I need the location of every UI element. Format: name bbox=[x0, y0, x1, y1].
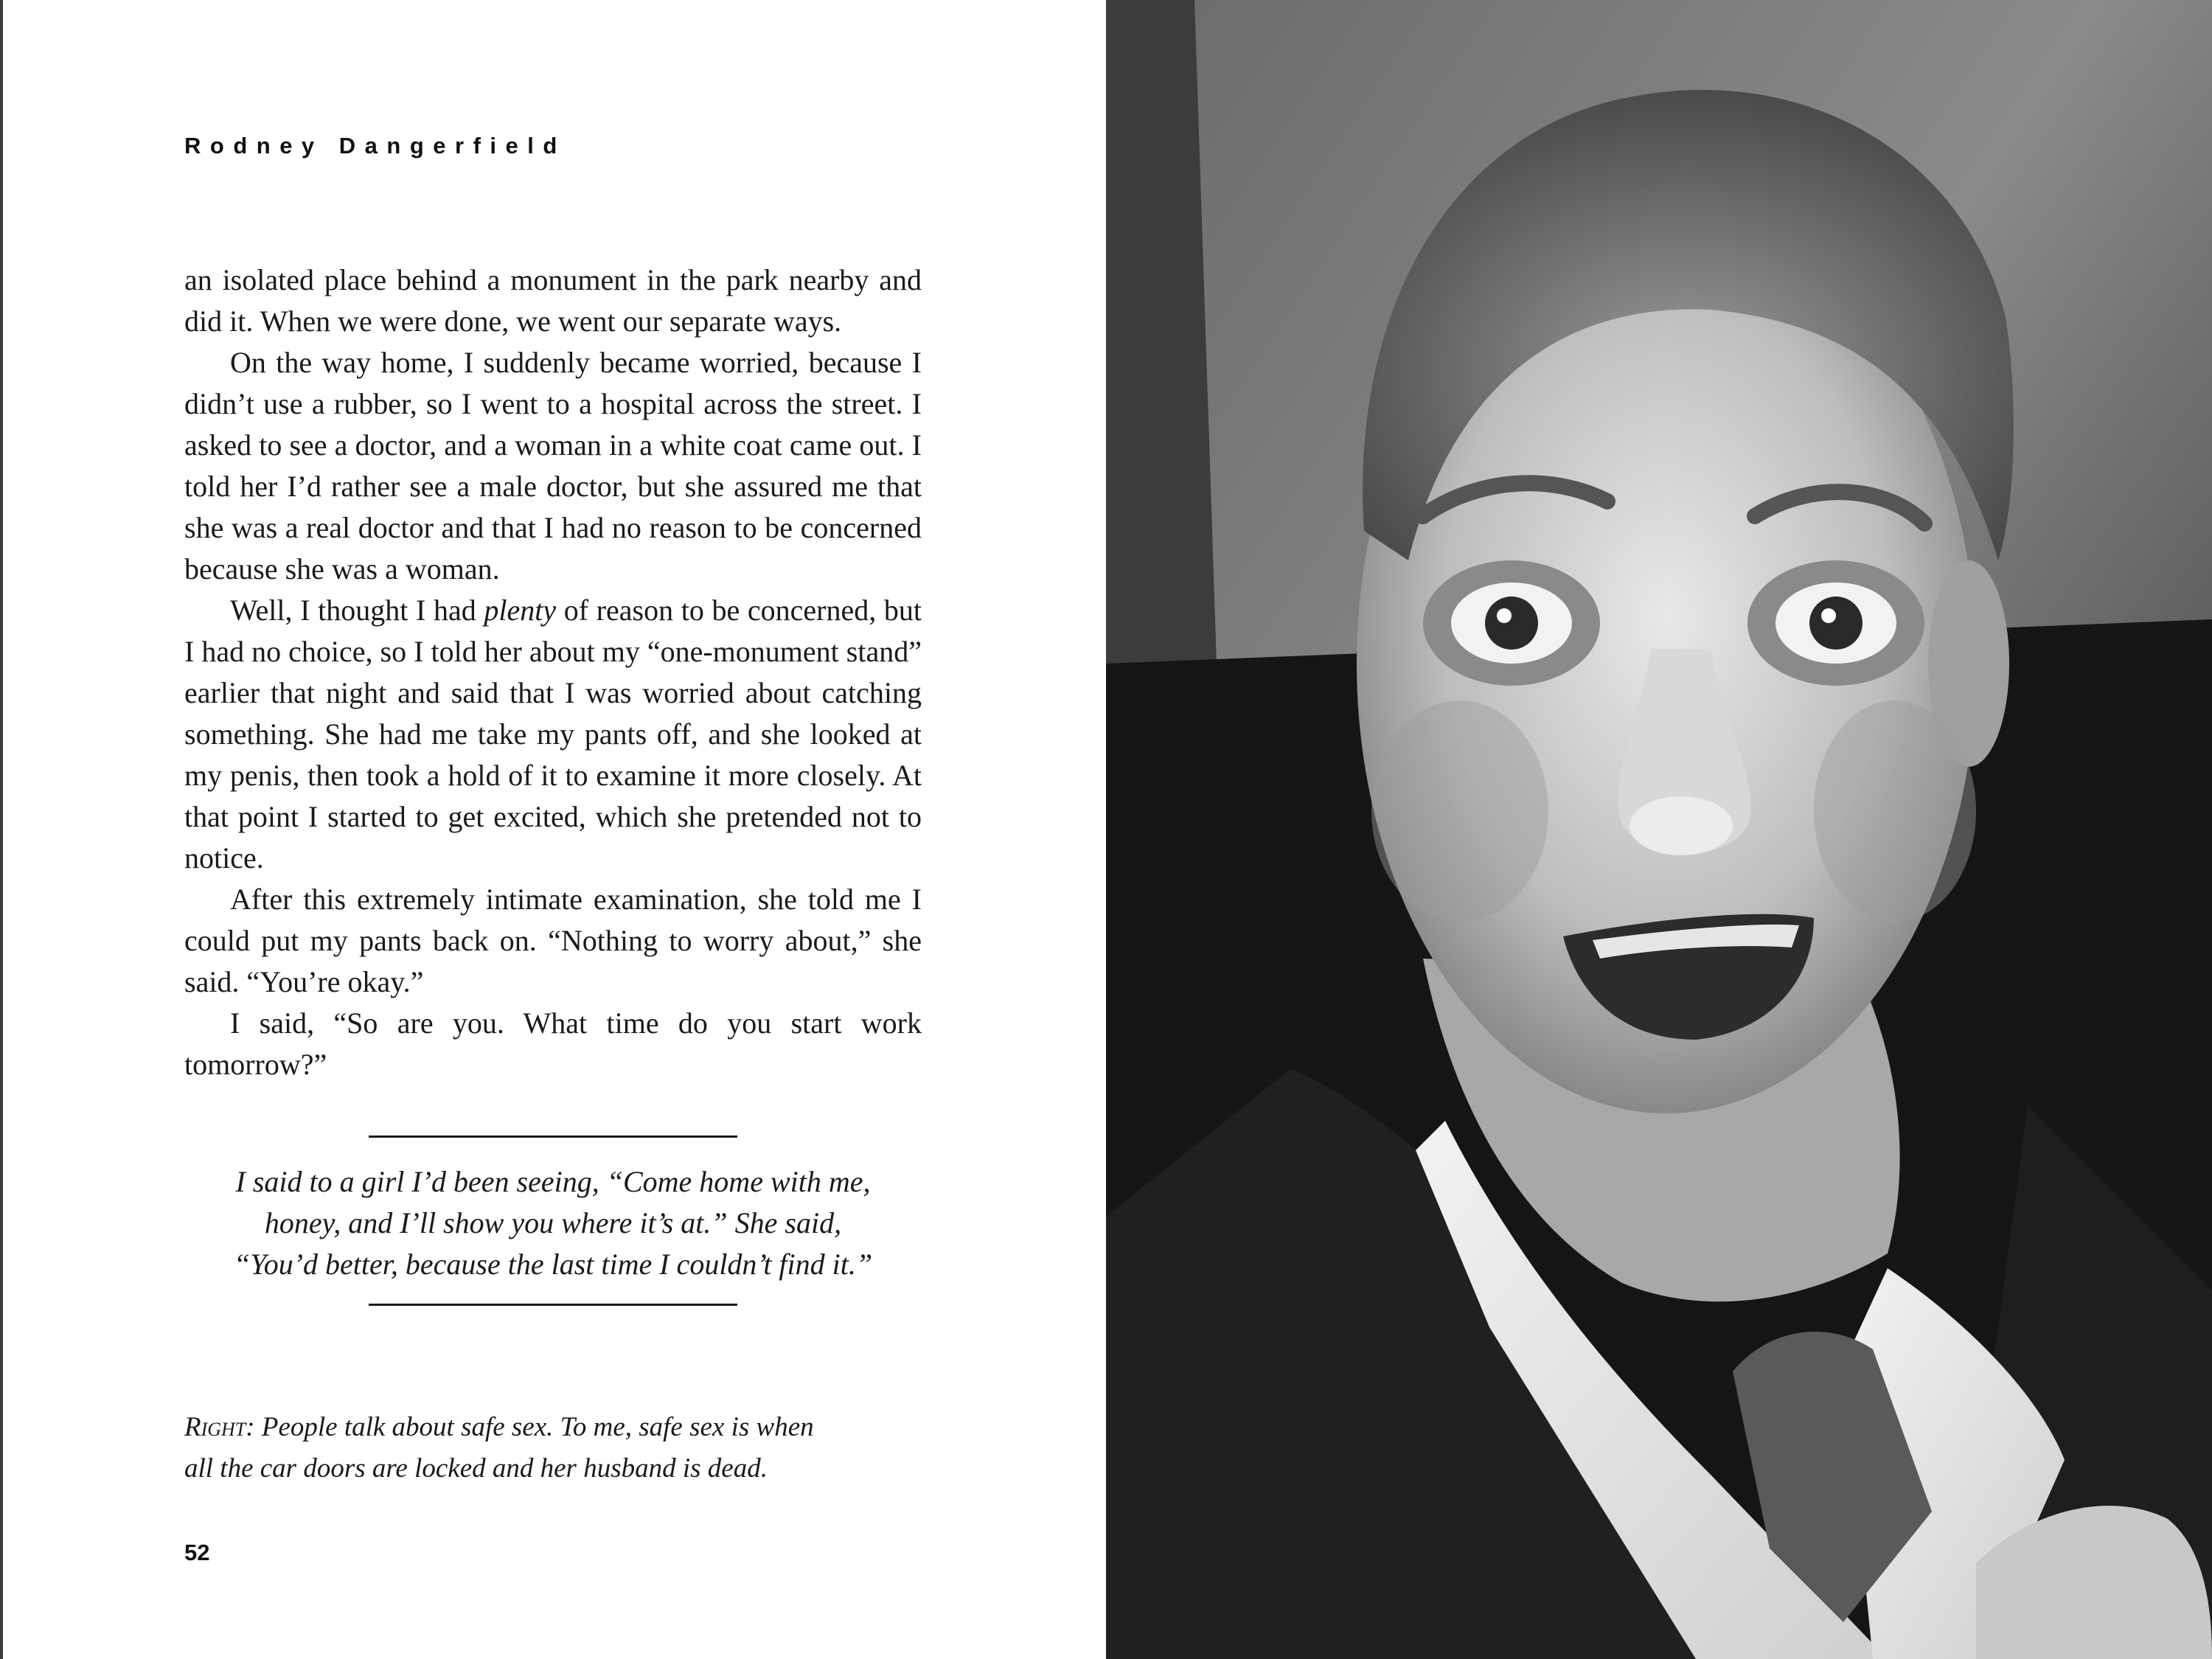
caption-label: Right: bbox=[184, 1412, 255, 1442]
paragraph: After this extremely intimate examination, she told me I could put my pants back on. “Nothing to worry about,” she said. “You’re okay.” bbox=[184, 883, 922, 998]
body-text bbox=[184, 260, 922, 1085]
joke-line: “You’d better, because the last time I couldn’t find it.” bbox=[233, 1248, 873, 1281]
paragraph: On the way home, I suddenly became worried, because I didn’t use a rubber, so I went to a hospital across the street. I asked to see a doctor, and a woman in a white coat came out. I told her I’d rather see a male doctor, but she assured me that she was a real doctor and that I had no reason to be concerned because she was a woman. bbox=[184, 346, 922, 585]
paragraph-text: of reason to be concerned, but I had no choice, so I told her about my “one-monument stand” earlier that night and said that I was worried about catching something. She had me take my pants off, and she looked at my penis, then took a hold of it to examine it more closely. At that point I started to get excited, which she pretended not to notice. bbox=[184, 594, 922, 874]
running-head: Rodney Dangerfield bbox=[184, 133, 566, 159]
page-edge-line bbox=[0, 0, 3, 1659]
paragraph-text: Well, I thought I had bbox=[230, 594, 484, 627]
joke-block bbox=[184, 1161, 922, 1285]
photo-caption bbox=[184, 1407, 922, 1489]
caption-text: People talk about safe sex. To me, safe sex is when bbox=[254, 1412, 814, 1442]
joke-line: I said to a girl I’d been seeing, “Come home with me, bbox=[235, 1165, 871, 1198]
emphasized-word: plenty bbox=[484, 594, 557, 627]
paragraph: I said, “So are you. What time do you start work tomorrow?” bbox=[184, 1006, 922, 1081]
portrait-photo bbox=[1106, 0, 2212, 1659]
joke-top-rule bbox=[369, 1135, 737, 1138]
joke-line: honey, and I’ll show you where it’s at.” She said, bbox=[264, 1206, 842, 1239]
joke-bottom-rule bbox=[369, 1304, 737, 1306]
paragraph: an isolated place behind a monument in the park nearby and did it. When we were done, we went our separate ways. bbox=[184, 263, 922, 338]
caption-text: all the car doors are locked and her husband is dead. bbox=[184, 1453, 768, 1484]
page-number: 52 bbox=[184, 1540, 210, 1565]
paragraph-with-emphasis bbox=[184, 590, 922, 879]
